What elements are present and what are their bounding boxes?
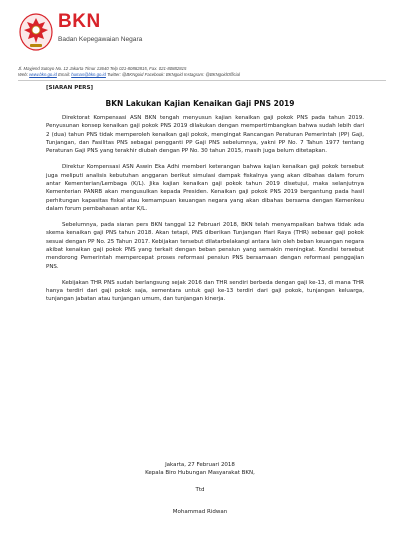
contact-line bbox=[18, 72, 388, 78]
email-prefix: Email: bbox=[56, 72, 72, 77]
body-paragraph: Direktur Kompensasi ASN Aswin Eka Adhi memberi keterangan bahwa kajian kenaikan gaji pokok tersebut juga meliputi analisis kebutuhan anggaran berikut simulasi dampak fiskalnya yang akan dibahas dalam forum antar Kementerian/Lembaga (K/L). Jika kajian kenaikan gaji pokok tahun 2019 disetujui, maka selanjutnya Kementerian PANRB akan mengusulkan kepada Presiden. Kenaikan gaji pokok PNS 2019 bergantung pada hasil perhitungan kapasitas fiskal atau kemampuan keuangan negara yang akan dibahas bersama dengan Kemenkeu dalam forum pembahasan antar K/L. bbox=[46, 164, 364, 213]
garuda-emblem-icon bbox=[18, 10, 54, 52]
body-paragraph: Sebelumnya, pada siaran pers BKN tanggal 12 Februari 2018, BKN telah menyampaikan bahwa tidak ada skema kenaikan gaji PNS tahun 2018. Akan tetapi, PNS diberikan Tunjangan Hari Raya (THR) sebesar gaji pokok sesuai dengan PP No. 25 Tahun 2017. Kebijakan tersebut dilatarbelakangi antara lain oleh beban keuangan negara akibat kenaikan gaji pokok PNS yang terkait dengan beban pensiun yang semakin meningkat. Kondisi tersebut mendorong Pemerintah mempercepat proses reformasi pensiun PNS bersamaan dengan reformasi penggajian PNS. bbox=[46, 221, 364, 270]
brand-agency: Badan Kepegawaian Negara bbox=[58, 36, 143, 43]
address-line: Jl. Mayjend Sutoyo No. 12 Jakarta Timur 13640 Telp 021-80882815, Fax. 021-80882815 bbox=[18, 66, 187, 71]
press-release-label: [SIARAN PERS] bbox=[46, 85, 94, 91]
body-paragraph: Direktorat Kompensasi ASN BKN tengah menyusun kajian kenaikan gaji pokok PNS pada tahun 2019. Penyusunan konsep kenaikan gaji pokok PNS 2019 dilakukan dengan mempertimbangkan bahwa sudah lebih dari 2 (dua) tahun PNS tidak memperoleh kenaikan gaji pokok, mengingat Rancangan Peraturan Pemerintah (PP) Gaji, Tunjangan, dan Fasilitas PNS sebagai pengganti PP Gaji PNS sebelumnya, yakni PP No. 7 Tahun 1977 tentang Peraturan Gaji PNS yang terakhir diubah dengan PP No. 30 tahun 2015, masih juga belum ditetapkan. bbox=[46, 115, 364, 155]
brand-name: BKN bbox=[58, 11, 101, 32]
email-link[interactable]: humas@bkn.go.id bbox=[71, 72, 106, 77]
place-date: Jakarta, 27 Februari 2018 bbox=[165, 462, 235, 468]
social-handles: Twitter: @BKNgoid Facebook: BKNgoid Instagram: @BKNgoidOfficial bbox=[105, 72, 240, 77]
document-body bbox=[46, 114, 364, 311]
signer-name: Mohammad Ridwan bbox=[172, 509, 228, 516]
header-divider bbox=[18, 80, 386, 81]
web-prefix: Web: bbox=[18, 72, 30, 77]
signer-position: Kepala Biro Hubungan Masyarakat BKN, bbox=[145, 470, 255, 477]
website-link[interactable]: www.bkn.go.id bbox=[29, 72, 57, 77]
signed-mark: Ttd bbox=[195, 486, 205, 493]
document-title: BKN Lakukan Kajian Kenaikan Gaji PNS 2019 bbox=[105, 99, 295, 108]
signature-block bbox=[0, 461, 400, 517]
bkn-logo bbox=[18, 8, 143, 58]
body-paragraph: Kebijakan THR PNS sudah berlangsung sejak 2016 dan THR sendiri berbeda dengan gaji ke-13, di mana THR hanya terdiri dari gaji pokok saja, sementara untuk gaji ke-13 terdiri dari gaji pokok, tunjangan keluarga, tunjangan jabatan atau tunjangan umum, dan tunjangan kinerja. bbox=[46, 279, 364, 303]
